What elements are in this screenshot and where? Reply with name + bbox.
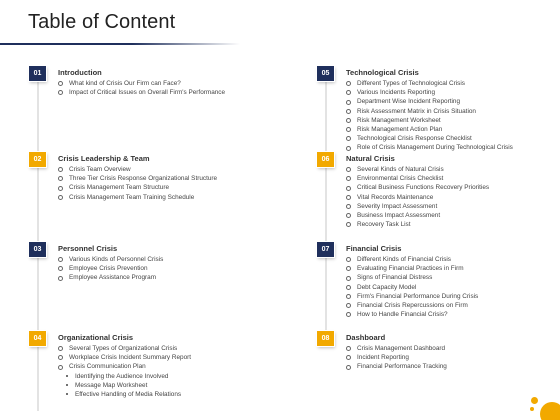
circle-bullet-icon [58, 257, 63, 262]
list-item: Employee Crisis Prevention [58, 264, 163, 273]
list-item: Various Incidents Reporting [346, 88, 513, 97]
section-number-badge: 07 [317, 242, 334, 257]
list-item: Department Wise Incident Reporting [346, 97, 513, 106]
list-item: Three Tier Crisis Response Organizational Structure [58, 174, 217, 183]
section-title: Technological Crisis [346, 68, 419, 77]
circle-bullet-icon [346, 109, 351, 114]
section-item-list [58, 79, 225, 97]
right-timeline-line [325, 66, 327, 346]
corner-decoration [530, 394, 560, 420]
circle-bullet-icon [346, 257, 351, 262]
circle-bullet-icon [346, 146, 351, 151]
list-item: Role of Crisis Management During Technological Crisis [346, 143, 513, 152]
circle-bullet-icon [58, 195, 63, 200]
section-number-badge: 08 [317, 331, 334, 346]
circle-bullet-icon [346, 276, 351, 281]
circle-bullet-icon [58, 167, 63, 172]
circle-bullet-icon [346, 312, 351, 317]
section-item-list [346, 344, 447, 372]
list-item: Incident Reporting [346, 353, 447, 362]
section-item-list [346, 165, 489, 229]
list-item: Risk Management Worksheet [346, 116, 513, 125]
page-title: Table of Content [28, 11, 176, 33]
circle-bullet-icon [346, 355, 351, 360]
list-item: Firm's Financial Performance During Crisis [346, 292, 478, 301]
list-item: Evaluating Financial Practices in Firm [346, 264, 478, 273]
list-item: Impact of Critical Issues on Overall Firm's Performance [58, 88, 225, 97]
list-item: Various Kinds of Personnel Crisis [58, 255, 163, 264]
list-item: Different Kinds of Financial Crisis [346, 255, 478, 264]
circle-bullet-icon [346, 346, 351, 351]
circle-bullet-icon [346, 100, 351, 105]
circle-bullet-icon [346, 118, 351, 123]
list-item: Different Types of Technological Crisis [346, 79, 513, 88]
dot-bullet-icon [66, 375, 68, 377]
circle-bullet-icon [58, 81, 63, 86]
circle-bullet-icon [346, 222, 351, 227]
list-item: Business Impact Assessment [346, 211, 489, 220]
section-title: Financial Crisis [346, 244, 402, 253]
circle-bullet-icon [58, 365, 63, 370]
circle-bullet-icon [346, 186, 351, 191]
circle-bullet-icon [346, 204, 351, 209]
circle-bullet-icon [346, 136, 351, 141]
circle-bullet-icon [346, 81, 351, 86]
section-number-badge: 01 [29, 66, 46, 81]
circle-bullet-icon [346, 90, 351, 95]
list-item: Crisis Management Team Training Schedule [58, 193, 217, 202]
list-item: Financial Crisis Repercussions on Firm [346, 301, 478, 310]
list-item: Technological Crisis Response Checklist [346, 134, 513, 143]
list-item: Workplace Crisis Incident Summary Report [58, 353, 191, 362]
decorative-circle [530, 407, 534, 411]
section-title: Personnel Crisis [58, 244, 118, 253]
circle-bullet-icon [58, 346, 63, 351]
circle-bullet-icon [58, 90, 63, 95]
circle-bullet-icon [346, 365, 351, 370]
list-subitem: Message Map Worksheet [58, 381, 191, 390]
section-number-badge: 04 [29, 331, 46, 346]
list-item: Critical Business Functions Recovery Priorities [346, 183, 489, 192]
section-number-badge: 06 [317, 152, 334, 167]
circle-bullet-icon [346, 195, 351, 200]
list-subitem: Effective Handling of Media Relations [58, 390, 191, 399]
list-item: Vital Records Maintenance [346, 193, 489, 202]
circle-bullet-icon [346, 303, 351, 308]
section-item-list [346, 79, 513, 153]
section-title: Introduction [58, 68, 102, 77]
circle-bullet-icon [346, 294, 351, 299]
list-item: Recovery Task List [346, 220, 489, 229]
list-item: Crisis Team Overview [58, 165, 217, 174]
list-item: Environmental Crisis Checklist [346, 174, 489, 183]
left-timeline-line [37, 66, 39, 411]
circle-bullet-icon [58, 176, 63, 181]
list-item: Crisis Management Dashboard [346, 344, 447, 353]
decorative-circle [540, 402, 560, 420]
section-item-list [58, 165, 217, 202]
section-number-badge: 02 [29, 152, 46, 167]
list-subitem: Identifying the Audience Involved [58, 372, 191, 381]
list-item: Severity Impact Assessment [346, 202, 489, 211]
list-item: What kind of Crisis Our Firm can Face? [58, 79, 225, 88]
section-title: Organizational Crisis [58, 333, 134, 342]
section-title: Natural Crisis [346, 154, 395, 163]
decorative-circle [531, 397, 538, 404]
circle-bullet-icon [58, 355, 63, 360]
circle-bullet-icon [58, 276, 63, 281]
circle-bullet-icon [346, 266, 351, 271]
section-title: Crisis Leadership & Team [58, 154, 150, 163]
list-item: Risk Management Action Plan [346, 125, 513, 134]
section-item-list [58, 255, 163, 283]
title-underline [0, 43, 240, 45]
list-item: Employee Assistance Program [58, 273, 163, 282]
dot-bullet-icon [66, 384, 68, 386]
list-item: Signs of Financial Distress [346, 273, 478, 282]
section-item-list [346, 255, 478, 319]
list-item: Several Kinds of Natural Crisis [346, 165, 489, 174]
circle-bullet-icon [346, 127, 351, 132]
list-item: Crisis Communication Plan [58, 362, 191, 371]
list-item: Several Types of Organizational Crisis [58, 344, 191, 353]
list-item: Risk Assessment Matrix in Crisis Situation [346, 107, 513, 116]
circle-bullet-icon [58, 266, 63, 271]
section-title: Dashboard [346, 333, 386, 342]
list-item: Financial Performance Tracking [346, 362, 447, 371]
circle-bullet-icon [346, 285, 351, 290]
list-item: How to Handle Financial Crisis? [346, 310, 478, 319]
section-number-badge: 05 [317, 66, 334, 81]
dot-bullet-icon [66, 393, 68, 395]
list-item: Debt Capacity Model [346, 283, 478, 292]
list-item: Crisis Management Team Structure [58, 183, 217, 192]
circle-bullet-icon [346, 176, 351, 181]
section-item-list [58, 344, 191, 399]
circle-bullet-icon [58, 186, 63, 191]
circle-bullet-icon [346, 213, 351, 218]
section-number-badge: 03 [29, 242, 46, 257]
circle-bullet-icon [346, 167, 351, 172]
